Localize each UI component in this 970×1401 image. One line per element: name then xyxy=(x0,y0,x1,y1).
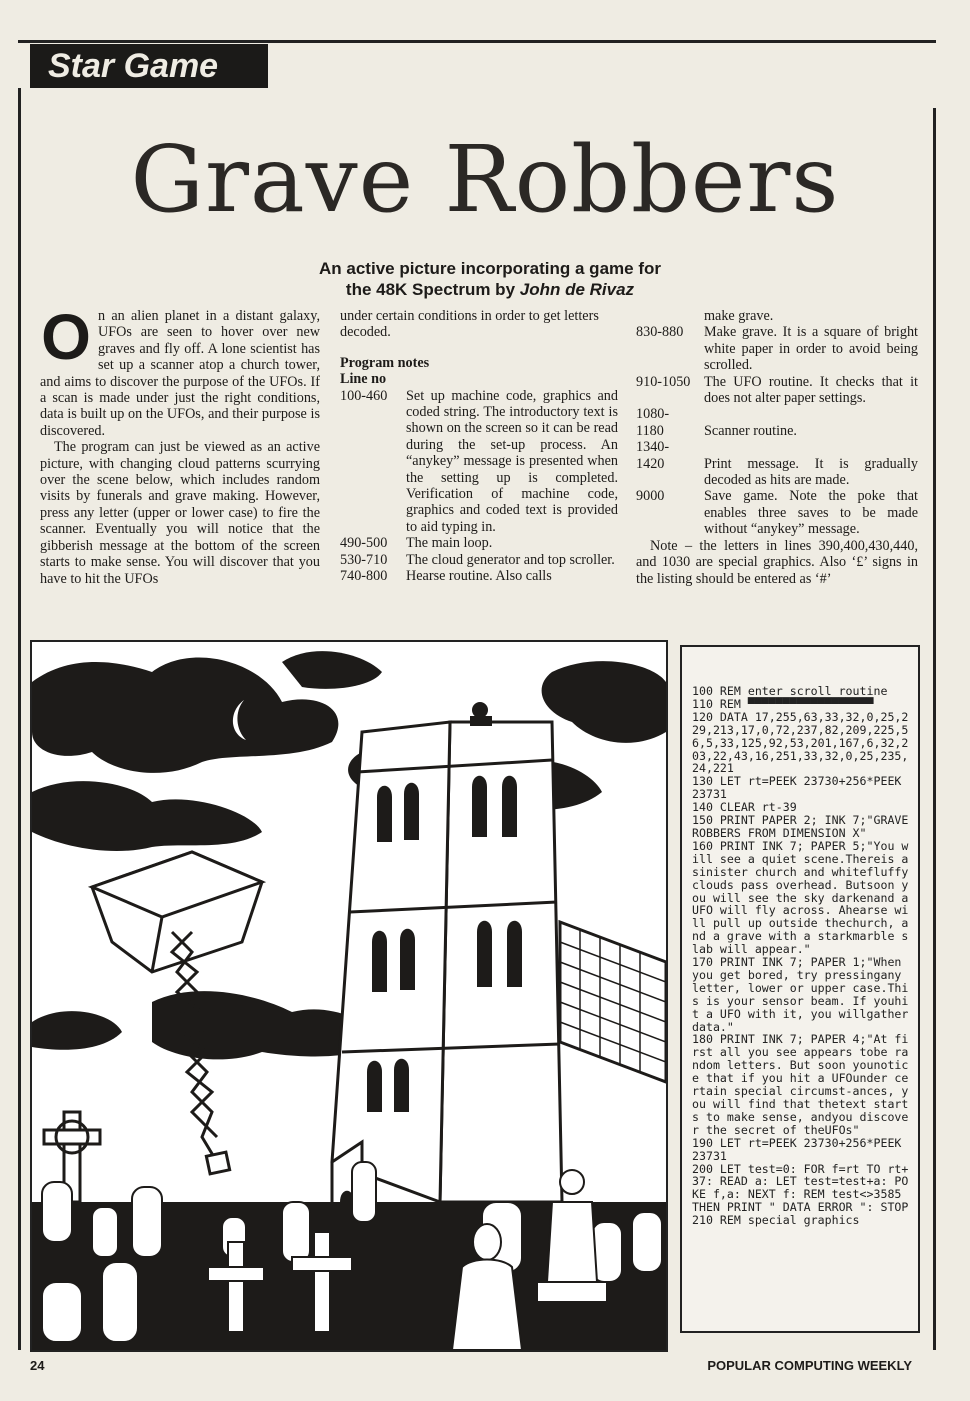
notes-list-col3 xyxy=(636,308,918,538)
intro-paragraph-1: n an alien planet in a distant galaxy, UFOs are seen to hover over new graves and fly off. A lone scientist has set up a scanner atop a church tower, and aims to discover the purpose of the UFOs. If a scan is made under just the right conditions, data is built up on the UFOs, and their purpose is discovered. xyxy=(40,308,320,439)
graveyard-illustration xyxy=(30,640,668,1352)
note-description: The UFO routine. It checks that it does not alter paper settings. xyxy=(704,373,918,407)
author-name: John de Rivaz xyxy=(519,280,635,299)
subtitle-prefix: the 48K Spectrum by xyxy=(345,280,520,299)
note-row xyxy=(340,552,618,568)
note-line-number: 830-880 xyxy=(636,324,684,341)
note-line-number: 530-710 xyxy=(340,551,388,568)
closing-note: Note – the letters in lines 390,400,430,440, and 1030 are special graphics. Also ‘£’ signs in the listing should be entered as ‘#’ xyxy=(636,537,918,587)
notes-list-col2 xyxy=(340,388,618,585)
note-row xyxy=(636,308,918,324)
note-row xyxy=(636,488,918,537)
note-description: Scanner routine. xyxy=(704,422,797,439)
note-description: The cloud generator and top scroller. xyxy=(406,551,615,568)
note-row xyxy=(636,439,918,488)
note-line-number xyxy=(636,308,704,324)
church-ufo-drawing xyxy=(32,642,666,1350)
note-row xyxy=(340,568,618,584)
note-line-number: 1080- 1180 xyxy=(636,406,670,439)
note-description: Set up machine code, graphics and coded string. The introductory text is shown on the screen so it can be read during the set-up process. An “anykey” message is presented when the setting up is completed. Verification of machine code, graphics and coded text is provided to aid typing in. xyxy=(406,387,618,535)
dropcap: O xyxy=(41,301,91,373)
note-description: The main loop. xyxy=(406,535,493,552)
note-description: make grave. xyxy=(704,308,774,324)
line-no-heading: Line no xyxy=(340,371,387,388)
note-row xyxy=(340,388,618,536)
frame-rule-left xyxy=(18,88,21,1350)
article-title: Grave Robbers xyxy=(130,126,840,233)
note-description: Make grave. It is a square of bright white paper in order to avoid being scrolled. xyxy=(704,324,918,374)
section-tag: Star Game xyxy=(30,44,268,88)
program-notes-heading: Program notes xyxy=(340,354,430,371)
note-line-number: 490-500 xyxy=(340,535,388,552)
magazine-footer: POPULAR COMPUTING WEEKLY xyxy=(707,1358,912,1373)
note-line-number: 740-800 xyxy=(340,568,388,585)
column-1 xyxy=(40,301,320,587)
note-line-number: 910-1050 xyxy=(636,373,691,390)
column-3 xyxy=(636,308,918,587)
basic-listing: 100 REM enter scroll routine 110 REM ▀▀▀▀▀▀▀▀▀▀▀▀▀▀▀▀▀▀ 120 DATA 17,255,63,33,32,0,25,229,213,17,0,72,237,82,209,225,56,5,33,125,92,53,201,167,6,32,203,22,43,16,251,33,32,0,25,235,24,221 130 LET rt=PEEK 23730+256*PEEK 23731 140 CLEAR rt-39 150 PRINT PAPER 2; INK 7;"GRAVE ROBBERS FROM DIMENSION X" 160 PRINT INK 7; PAPER 5;"You will see a quiet scene.Thereis a sinister church and whitefluffy clouds pass overhead. Butsoon you will see the sky darkenand a UFO will fly across. Ahearse will pull up outside thechurch, and a grave with a starkmarble slab will appear." 170 PRINT INK 7; PAPER 1;"When you get bored, try pressingany letter, lower or upper case.This is your sensor beam. If youhit a UFO with it, you willgather data." 180 PRINT INK 7; PAPER 4;"At first all you see appears tobe random letters. But soon younotice that if you hit a UFOunder certain special circumst-ances, you will find that thetext starts to make sense, andyou discover the secret of theUFOs" 190 LET rt=PEEK 23730+256*PEEK 23731 200 LET test=0: FOR f=rt TO rt+37: READ a: LET test=test+a: POKE f,a: NEXT f: REM test<>3585 THEN PRINT " DATA ERROR ": STOP 210 REM special graphics xyxy=(680,645,920,1333)
frame-rule-right xyxy=(933,108,936,1350)
note-description: Save game. Note the poke that enables three saves to be made without “anykey” message. xyxy=(704,488,918,538)
note-row xyxy=(636,374,918,407)
page-number: 24 xyxy=(30,1358,45,1373)
top-rule xyxy=(18,40,936,43)
note-line-number: 1340- 1420 xyxy=(636,439,670,472)
intro-paragraph-2: The program can just be viewed as an active picture, with changing cloud patterns scurrying over the scene below, which includes random visits by funerals and grave making. However, press any letter (upper or lower case) to fire the scanner. Eventually you will notice that the gibberish message at the bottom of the screen starts to make sense. You will discover that you have to hit the UFOs xyxy=(40,439,320,587)
note-line-number: 100-460 xyxy=(340,387,388,404)
note-row xyxy=(636,406,918,439)
note-row xyxy=(340,535,618,551)
note-line-number: 9000 xyxy=(636,488,665,505)
subtitle-line-2 xyxy=(240,279,740,300)
column-2 xyxy=(340,308,618,585)
note-description: Hearse routine. Also calls xyxy=(406,568,552,585)
intro-paragraph-3: under certain conditions in order to get letters decoded. xyxy=(340,308,599,341)
article-subtitle xyxy=(240,258,740,300)
note-description: Print message. It is gradually decoded as hits are made. xyxy=(704,455,918,489)
subtitle-line-1: An active picture incorporating a game for xyxy=(319,259,661,278)
note-row xyxy=(636,324,918,373)
